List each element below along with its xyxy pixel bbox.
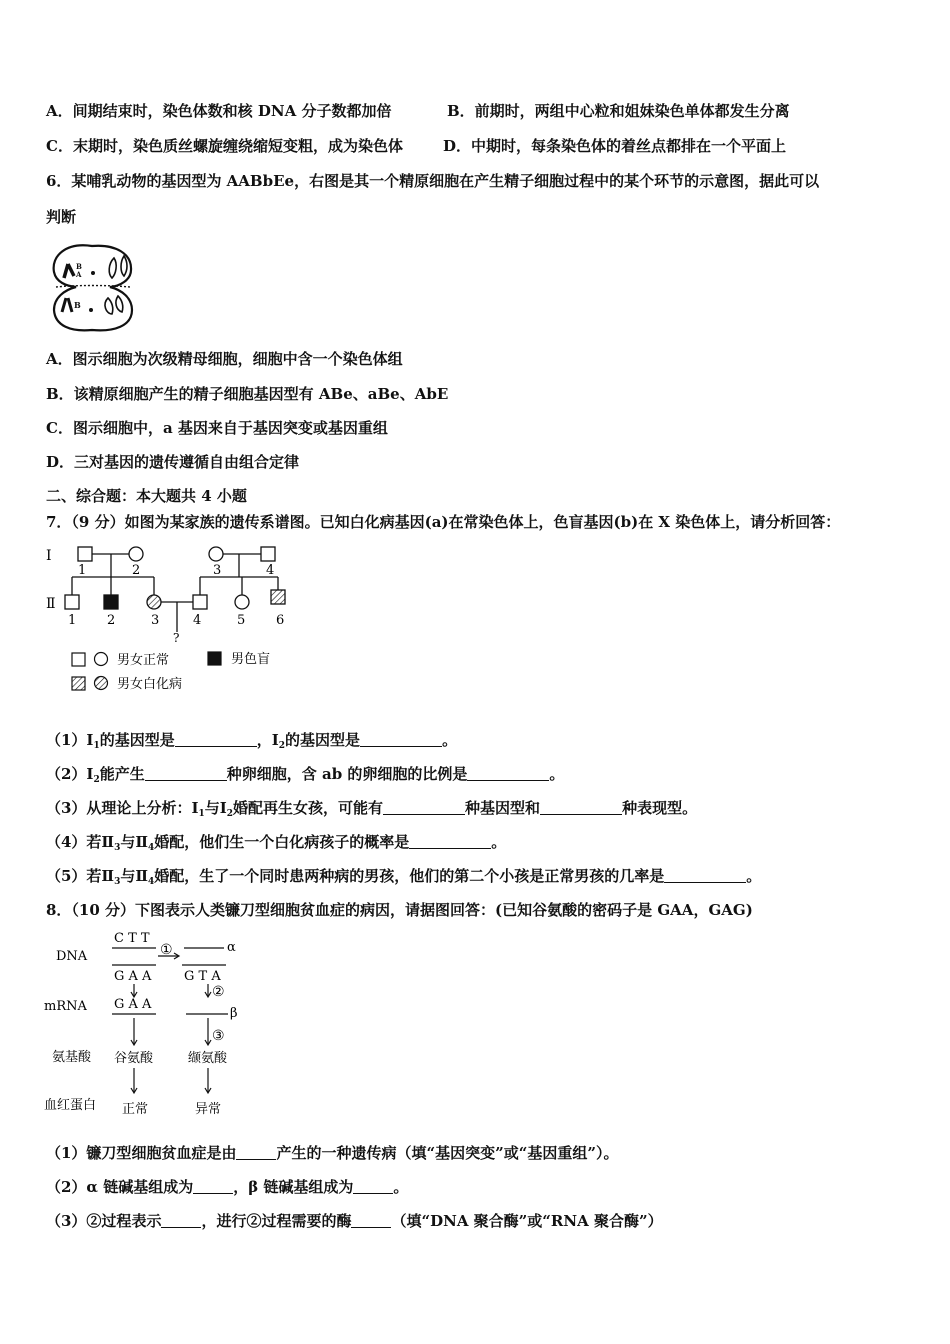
q6-stem-cont: 判断	[46, 208, 77, 226]
answer-blank[interactable]	[145, 766, 227, 781]
pedigree-ii6-albino-male	[271, 590, 285, 604]
diagram-dna-label: DNA	[56, 949, 88, 964]
pedigree-num-ii1: 1	[68, 613, 77, 628]
q6-option-b: B．该精原细胞产生的精子细胞基因型有 ABe、aBe、AbE	[46, 385, 449, 403]
step-2-marker: ②	[212, 984, 225, 1000]
q8-sub-3: （3）②过程表示 ，进行②过程需要的酶 （填“DNA 聚合酶”或“RNA 聚合酶”）	[46, 1212, 663, 1230]
diagram-mrna-label: mRNA	[44, 999, 87, 1014]
pedigree-num-ii2: 2	[107, 613, 116, 628]
beta-label: β	[230, 1006, 238, 1021]
q5-option-a: A．间期结束时，染色体数和核 DNA 分子数都加倍	[46, 102, 392, 120]
generation-1-label: Ⅰ	[46, 548, 52, 564]
q6-option-a: A．图示细胞为次级精母细胞，细胞中含一个染色体组	[46, 350, 403, 368]
legend-colorblind-male	[208, 652, 221, 665]
gene-label-b: B	[74, 300, 81, 310]
chromosome-lower-left	[62, 298, 72, 312]
q7-sub-2: $(2)Ⅰ_2$能产生 种卵细胞，含 ab 的卵细胞的比例是 。	[46, 765, 565, 785]
answer-blank[interactable]	[664, 868, 746, 883]
legend-normal-label: 男女正常	[117, 653, 170, 668]
pedigree-i3-female	[209, 547, 223, 561]
answer-blank[interactable]	[353, 1179, 393, 1194]
q8-stem: 8．（10 分）下图表示人类镰刀型细胞贫血症的病因，请据图回答：(已知谷氨酸的密码子是 GAA，GAG)	[46, 901, 753, 919]
answer-blank[interactable]	[409, 834, 491, 849]
legend-albino-female	[95, 677, 108, 690]
q7-stem: 7．（9 分）如图为某家族的遗传系谱图。已知白化病基因(a)在常染色体上，色盲基因(b)在 X 染色体上，请分析回答：	[46, 513, 841, 531]
diagram-ctt: C T T	[114, 931, 150, 946]
answer-blank[interactable]	[175, 732, 257, 747]
pedigree-ii1-male	[65, 595, 79, 609]
diagram-abnormal: 异常	[195, 1102, 222, 1117]
q6-option-c: C．图示细胞中，a 基因来自于基因突变或基因重组	[46, 419, 388, 437]
answer-blank[interactable]	[351, 1213, 391, 1228]
q7-sub-1: $(1)Ⅰ_1$的基因型是 ，$Ⅰ_2$的基因型是 。	[46, 731, 458, 751]
legend-normal-female	[95, 653, 108, 666]
diagram-glu: 谷氨酸	[114, 1051, 154, 1066]
q6-stem: 6．某哺乳动物的基因型为 AABbEe，右图是其一个精原细胞在产生精子细胞过程中的某个环节的示意图，据此可以	[46, 172, 820, 190]
legend-normal-male	[72, 653, 85, 666]
diagram-hb-label: 血红蛋白	[44, 1098, 97, 1113]
diagram-gta: G T A	[184, 969, 221, 984]
pedigree-i4-male	[261, 547, 275, 561]
chromosome-upper-right	[109, 256, 127, 278]
q7-sub-3: （3）从理论上分析：$Ⅰ_1$与$Ⅰ_2$婚配再生女孩，可能有 种基因型和 种表现型。	[46, 799, 698, 819]
q7-sub-5: （5）若$Ⅱ_3$与$Ⅱ_4$婚配，生了一个同时患两种病的男孩，他们的第二个小孩是正常男孩的几率是 。	[46, 867, 762, 887]
step-1-marker: ①	[160, 942, 173, 958]
legend-colorblind-label: 男色盲	[231, 652, 271, 667]
diagram-gaa: G A A	[114, 969, 152, 984]
diagram-aa-label: 氨基酸	[52, 1050, 92, 1065]
cell-membrane	[54, 245, 132, 330]
answer-blank[interactable]	[540, 800, 622, 815]
q5-option-d: D．中期时，每条染色体的着丝点都排在一个平面上	[443, 137, 787, 155]
diagram-normal: 正常	[122, 1102, 149, 1117]
answer-blank[interactable]	[360, 732, 442, 747]
pedigree-unknown-child: ?	[173, 631, 180, 645]
alpha-label: α	[227, 940, 236, 955]
diagram-val: 缬氨酸	[188, 1051, 228, 1066]
q5-option-b: B．前期时，两组中心粒和姐妹染色单体都发生分离	[447, 102, 790, 120]
generation-2-label: Ⅱ	[46, 596, 56, 612]
diagram-mrna-gaa: G A A	[114, 997, 152, 1012]
pedigree-num-i2: 2	[132, 563, 141, 578]
pedigree-num-i1: 1	[78, 563, 87, 578]
legend-albino-label: 男女白化病	[117, 677, 183, 692]
pedigree-ii2-colorblind-male	[104, 595, 118, 609]
centrosome-upper	[91, 271, 95, 275]
pedigree-num-i4: 4	[266, 563, 275, 578]
gene-label-ba: B	[76, 262, 82, 271]
pedigree-ii5-female	[235, 595, 249, 609]
answer-blank[interactable]	[467, 766, 549, 781]
centrosome-lower	[89, 308, 93, 312]
gene-label-a: A	[76, 270, 82, 279]
section-heading: 二、综合题：本大题共 4 小题	[46, 487, 247, 505]
legend-albino-male	[72, 677, 85, 690]
chromosome-lower-right	[105, 296, 123, 314]
q6-option-d: D．三对基因的遗传遵循自由组合定律	[46, 453, 300, 471]
pedigree-num-ii6: 6	[276, 613, 285, 628]
pedigree-num-ii4: 4	[193, 613, 202, 628]
pedigree-ii4-male	[193, 595, 207, 609]
answer-blank[interactable]	[236, 1145, 276, 1160]
cell-division-figure	[46, 238, 138, 336]
answer-blank[interactable]	[161, 1213, 201, 1228]
pedigree-chart	[40, 538, 310, 698]
pedigree-num-ii5: 5	[237, 613, 246, 628]
answer-blank[interactable]	[193, 1179, 233, 1194]
q8-sub-1: （1）镰刀型细胞贫血症是由 产生的一种遗传病（填“基因突变”或“基因重组”）。	[46, 1144, 619, 1162]
pedigree-ii3-albino-female	[147, 595, 161, 609]
q8-sub-2: （2）α 链碱基组成为 ，β 链碱基组成为 。	[46, 1178, 409, 1196]
pedigree-num-ii3: 3	[151, 613, 160, 628]
pedigree-i1-male	[78, 547, 92, 561]
pedigree-num-i3: 3	[213, 563, 222, 578]
step-3-marker: ③	[212, 1028, 225, 1044]
chromosome-upper-left	[64, 264, 74, 278]
q7-sub-4: （4）若$Ⅱ_3$与$Ⅱ_4$婚配，他们生一个白化病孩子的概率是 。	[46, 833, 507, 853]
q5-option-c: C．末期时，染色质丝螺旋缠绕缩短变粗，成为染色体	[46, 137, 403, 155]
sickle-cell-diagram	[40, 926, 270, 1122]
answer-blank[interactable]	[383, 800, 465, 815]
pedigree-i2-female	[129, 547, 143, 561]
